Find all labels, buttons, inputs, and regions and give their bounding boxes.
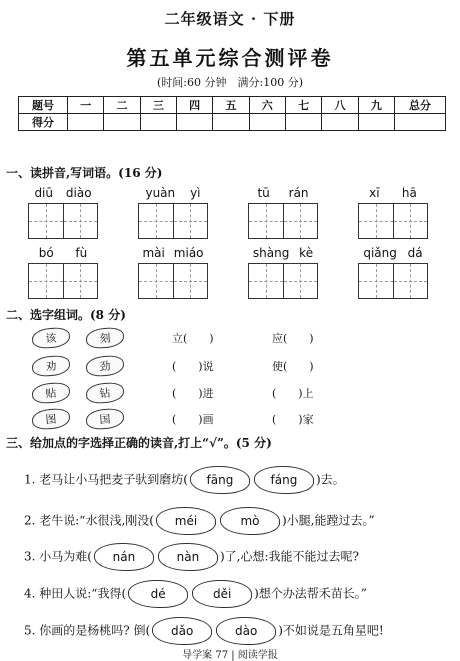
writing-grid[interactable]	[358, 203, 428, 239]
score-header-cell: 七	[285, 97, 321, 114]
pinyin-item	[358, 246, 428, 299]
writing-grid[interactable]	[28, 263, 98, 299]
page-footer: 导学案 77 | 阅读学报	[182, 650, 278, 661]
question-text: 1. 老马让小马把麦子驮到磨坊(	[24, 472, 188, 487]
word-blank[interactable]: 立( )	[172, 332, 214, 345]
word-blank[interactable]: ( )进	[172, 387, 214, 400]
pinyin-syllable: diào	[65, 186, 92, 200]
score-input-cell[interactable]	[249, 114, 285, 131]
char-option: 该	[31, 327, 70, 350]
char-option: 国	[85, 408, 124, 431]
word-blank[interactable]: 应( )	[272, 332, 314, 345]
pinyin-option[interactable]: mò	[220, 507, 280, 535]
section3-heading: 三、给加点的字选择正确的读音,打上“√”。(5 分)	[6, 436, 272, 450]
pinyin-syllable: tū	[257, 186, 270, 200]
score-header-cell: 题号	[19, 97, 68, 114]
word-blank[interactable]: 使( )	[272, 360, 314, 373]
question-text: 5. 你画的是杨桃吗? 倒(	[24, 623, 151, 638]
writing-grid[interactable]	[248, 263, 318, 299]
section2-heading: 二、选字组词。(8 分)	[6, 308, 126, 322]
score-header-cell: 二	[104, 97, 140, 114]
pinyin-item	[358, 186, 428, 239]
pinyin-syllable: diū	[34, 186, 53, 200]
char-option: 劲	[85, 355, 124, 378]
pinyin-option[interactable]: dǎo	[152, 617, 212, 645]
pronunciation-question	[24, 580, 367, 608]
score-table-score-row	[19, 114, 446, 131]
score-input-cell[interactable]	[395, 114, 446, 131]
pinyin-syllable: yuàn	[145, 186, 176, 200]
question-text: 2. 老牛说:“水很浅,刚没(	[24, 513, 154, 528]
pinyin-option[interactable]: nàn	[158, 543, 218, 571]
writing-grid[interactable]	[358, 263, 428, 299]
pinyin-syllable: yì	[190, 186, 201, 200]
writing-grid[interactable]	[138, 203, 208, 239]
char-option: 钻	[85, 382, 124, 405]
score-header-cell: 四	[176, 97, 212, 114]
score-header-cell: 六	[249, 97, 285, 114]
question-text: 3. 小马为难(	[24, 549, 92, 564]
pinyin-syllable: kè	[299, 246, 314, 260]
question-text: 4. 种田人说:“我得(	[24, 586, 127, 601]
score-table	[18, 96, 446, 131]
score-table-header-row	[19, 97, 446, 114]
score-row-label: 得分	[19, 114, 68, 131]
score-input-cell[interactable]	[322, 114, 358, 131]
word-choice-row	[32, 383, 432, 403]
score-input-cell[interactable]	[358, 114, 394, 131]
score-header-cell: 三	[140, 97, 176, 114]
pronunciation-question	[24, 507, 375, 535]
score-input-cell[interactable]	[176, 114, 212, 131]
score-header-cell: 一	[68, 97, 104, 114]
question-text: )去。	[315, 472, 345, 487]
pinyin-syllable: shàng	[252, 246, 290, 260]
writing-grid[interactable]	[138, 263, 208, 299]
pinyin-option[interactable]: děi	[192, 580, 252, 608]
question-text: )想个办法帮禾苗长。”	[254, 586, 367, 601]
pinyin-item	[138, 246, 208, 299]
pinyin-item	[28, 186, 98, 239]
pronunciation-question	[24, 617, 384, 645]
pinyin-syllable: xī	[369, 186, 380, 200]
word-blank[interactable]: ( )上	[272, 387, 314, 400]
pinyin-item	[248, 246, 318, 299]
pronunciation-question	[24, 543, 359, 571]
question-text: )不如说是五角星吧!	[278, 623, 384, 638]
pinyin-syllable: qiǎng	[363, 246, 397, 260]
score-input-cell[interactable]	[68, 114, 104, 131]
pinyin-syllable: rán	[288, 186, 309, 200]
score-header-cell: 八	[322, 97, 358, 114]
score-header-cell: 总分	[395, 97, 446, 114]
pinyin-option[interactable]: méi	[156, 507, 216, 535]
section1-heading: 一、读拼音,写词语。(16 分)	[6, 166, 163, 180]
pinyin-option[interactable]: fāng	[190, 466, 250, 494]
pronunciation-question	[24, 466, 345, 494]
score-input-cell[interactable]	[285, 114, 321, 131]
score-header-cell: 五	[213, 97, 249, 114]
pinyin-item	[138, 186, 208, 239]
word-blank[interactable]: ( )说	[172, 360, 214, 373]
char-option: 刻	[85, 327, 124, 350]
pinyin-syllable: bó	[38, 246, 54, 260]
char-option: 贴	[31, 382, 70, 405]
word-choice-row	[32, 356, 432, 376]
pinyin-syllable: fù	[75, 246, 88, 260]
book-title: 二年级语文 · 下册	[164, 10, 296, 28]
pinyin-option[interactable]: dào	[216, 617, 276, 645]
pinyin-syllable: dá	[407, 246, 423, 260]
word-blank[interactable]: ( )画	[172, 413, 214, 426]
score-header-cell: 九	[358, 97, 394, 114]
pinyin-syllable: hā	[401, 186, 417, 200]
pinyin-item	[28, 246, 98, 299]
word-choice-row	[32, 409, 432, 429]
char-option: 劝	[31, 355, 70, 378]
score-input-cell[interactable]	[213, 114, 249, 131]
pinyin-syllable: miáo	[173, 246, 204, 260]
pinyin-item	[248, 186, 318, 239]
pinyin-syllable: mài	[142, 246, 165, 260]
pinyin-option[interactable]: fáng	[254, 466, 314, 494]
test-time-info: (时间:60 分钟 满分:100 分)	[157, 76, 303, 89]
word-choice-row	[32, 328, 432, 348]
score-input-cell[interactable]	[104, 114, 140, 131]
writing-grid[interactable]	[28, 203, 98, 239]
test-title: 第五单元综合测评卷	[126, 46, 334, 70]
pinyin-option[interactable]: nán	[94, 543, 154, 571]
question-text: )了,心想:我能不能过去呢?	[219, 549, 359, 564]
char-option: 图	[31, 408, 70, 431]
score-input-cell[interactable]	[140, 114, 176, 131]
pinyin-option[interactable]: dé	[128, 580, 188, 608]
writing-grid[interactable]	[248, 203, 318, 239]
question-text: )小腿,能蹚过去。”	[281, 513, 375, 528]
word-blank[interactable]: ( )家	[272, 413, 314, 426]
